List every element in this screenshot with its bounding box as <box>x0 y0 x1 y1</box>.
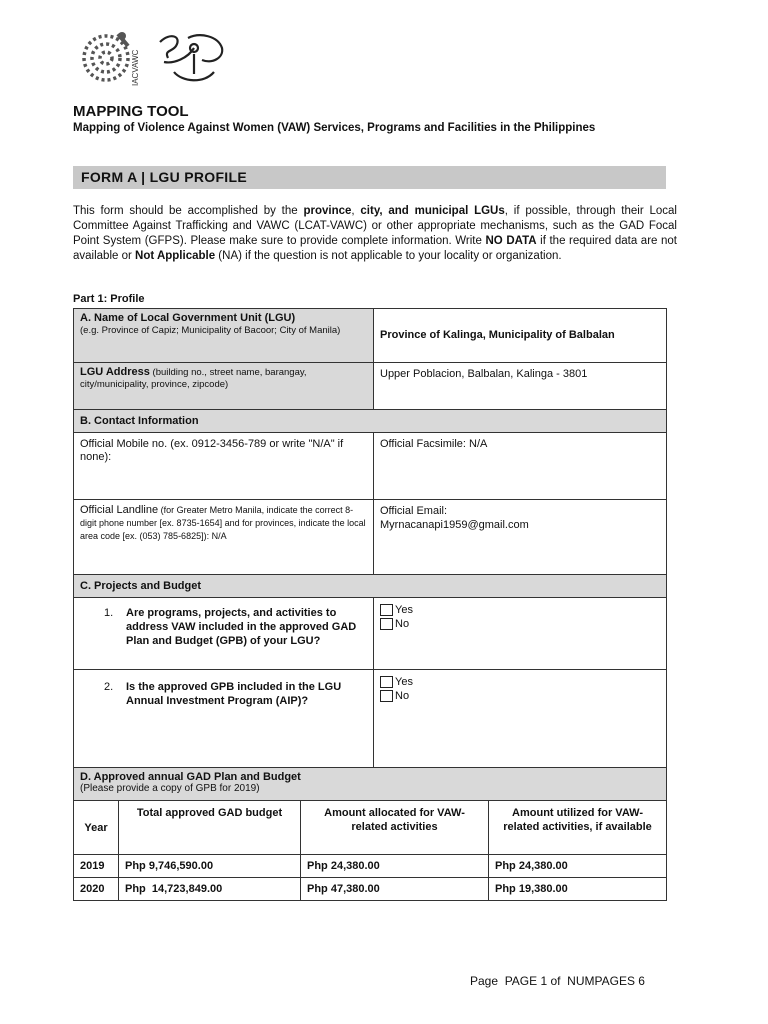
row-2020-total[interactable]: Php 14,723,849.00 <box>119 878 301 901</box>
landline-hint: (for Greater Metro Manila, indicate the correct 8-digit phone number [ex. 8735-1654] and for provinces, indicate the local area code [ex. (053) 785-6825]): N/A <box>80 505 366 541</box>
lgu-address-value: Upper Poblacion, Balbalan, Kalinga - 3801 <box>380 368 588 380</box>
q2-no-checkbox[interactable] <box>380 690 393 702</box>
col-utilized: Amount utilized for VAW-related activities, if available <box>489 801 667 855</box>
projects-header-row <box>74 575 667 598</box>
gad-header-cell <box>74 768 667 801</box>
lgu-name-hint: (e.g. Province of Capiz; Municipality of Bacoor; City of Manila) <box>80 325 341 336</box>
lgu-name-row <box>74 309 667 363</box>
row-2019-total[interactable]: Php 9,746,590.00 <box>119 855 301 878</box>
question-2-number: 2. <box>104 681 114 693</box>
contact-header: B. Contact Information <box>74 410 667 433</box>
intro-text-5: (NA) if the question is not applicable to your locality or organization. <box>215 250 562 262</box>
intro-paragraph <box>73 204 677 264</box>
q2-yes-checkbox[interactable] <box>380 676 393 688</box>
page-title: MAPPING TOOL <box>73 103 189 120</box>
question-1-cell <box>74 598 374 670</box>
row-2020-year: 2020 <box>74 878 119 901</box>
iacvawc-logo <box>78 28 228 88</box>
form-title: FORM A | LGU PROFILE <box>81 169 247 185</box>
question-1-text: Are programs, projects, and activities to address VAW included in the approved GAD Plan and Budget (GPB) of your LGU? <box>126 607 357 647</box>
intro-bold-not-applicable: Not Applicable <box>135 250 216 262</box>
col-allocated: Amount allocated for VAW-related activities <box>301 801 489 855</box>
row-2019-utilized[interactable]: Php 24,380.00 <box>489 855 667 878</box>
lgu-address-hint: (building no., street name, barangay, city/municipality, province, zipcode) <box>80 367 307 390</box>
mobile-row <box>74 433 667 500</box>
intro-bold-lgus: city, and municipal LGUs <box>360 205 505 217</box>
row-2020-allocated[interactable]: Php 47,380.00 <box>301 878 489 901</box>
gad-budget-table <box>73 767 667 901</box>
page-subtitle: Mapping of Violence Against Women (VAW) Services, Programs and Facilities in the Philippines <box>73 122 596 134</box>
q2-yes-label: Yes <box>395 675 413 688</box>
question-2-answer-cell <box>374 670 667 768</box>
row-2019-allocated[interactable]: Php 24,380.00 <box>301 855 489 878</box>
col-year: Year <box>74 801 119 855</box>
landline-label: Official Landline <box>80 504 159 516</box>
lgu-name-label: A. Name of Local Government Unit (LGU) <box>80 312 296 324</box>
facsimile-label: Official Facsimile: N/A <box>380 438 488 450</box>
facsimile-cell[interactable] <box>374 433 667 500</box>
row-2019-year: 2019 <box>74 855 119 878</box>
projects-header: C. Projects and Budget <box>74 575 667 598</box>
table-row <box>74 878 667 901</box>
question-1-row <box>74 598 667 670</box>
lgu-address-label-cell <box>74 363 374 410</box>
intro-text-3: , if possible, through their Local Committee Against Trafficking and VAWC (LCAT-VAWC) or other appropriate mechanisms, such as the GAD Focal Point System (GFPS). Please make sure to provide complete information. Write <box>73 205 677 247</box>
q1-yes-checkbox[interactable] <box>380 604 393 616</box>
landline-cell[interactable] <box>74 500 374 575</box>
table-row <box>74 855 667 878</box>
q1-no-checkbox[interactable] <box>380 618 393 630</box>
q1-yes-label: Yes <box>395 603 413 616</box>
intro-bold-no-data: NO DATA <box>485 235 537 247</box>
gad-hint: (Please provide a copy of GPB for 2019) <box>80 783 260 794</box>
intro-text-2: , <box>351 205 361 217</box>
q2-no-label: No <box>395 689 410 702</box>
email-value: Myrnacanapi1959@gmail.com <box>380 519 529 531</box>
row-2020-utilized[interactable]: Php 19,380.00 <box>489 878 667 901</box>
question-2-text: Is the approved GPB included in the LGU Annual Investment Program (AIP)? <box>126 681 342 707</box>
page-footer: Page PAGE 1 of NUMPAGES 6 <box>470 974 645 988</box>
mobile-cell[interactable] <box>74 433 374 500</box>
gad-header: D. Approved annual GAD Plan and Budget <box>80 771 301 783</box>
question-1-answer-cell <box>374 598 667 670</box>
profile-table <box>73 308 667 768</box>
header-logos <box>78 28 228 88</box>
lgu-address-value-cell[interactable] <box>374 363 667 410</box>
gad-columns-row <box>74 801 667 855</box>
landline-row <box>74 500 667 575</box>
question-2-row <box>74 670 667 768</box>
intro-text-4: if the required data are not available or <box>73 235 677 262</box>
gad-header-row <box>74 768 667 801</box>
intro-bold-province: province <box>303 205 352 217</box>
part-label: Part 1: Profile <box>73 293 145 305</box>
lgu-name-value-cell[interactable] <box>374 309 667 363</box>
lgu-address-row <box>74 363 667 410</box>
question-1-number: 1. <box>104 607 114 619</box>
intro-text-1: This form should be accomplished by the <box>73 205 304 217</box>
contact-header-row <box>74 410 667 433</box>
q1-no-label: No <box>395 617 410 630</box>
question-2-cell <box>74 670 374 768</box>
email-label: Official Email: <box>380 505 448 517</box>
email-cell[interactable] <box>374 500 667 575</box>
col-total: Total approved GAD budget <box>119 801 301 855</box>
lgu-address-label: LGU Address <box>80 366 150 378</box>
lgu-name-value: Province of Kalinga, Municipality of Balbalan <box>380 329 615 341</box>
mobile-label: Official Mobile no. (ex. 0912-3456-789 or write "N/A" if none): <box>80 438 344 463</box>
lgu-name-label-cell <box>74 309 374 363</box>
logo-text: IACVAWC <box>131 49 140 86</box>
form-title-bar <box>73 166 666 189</box>
